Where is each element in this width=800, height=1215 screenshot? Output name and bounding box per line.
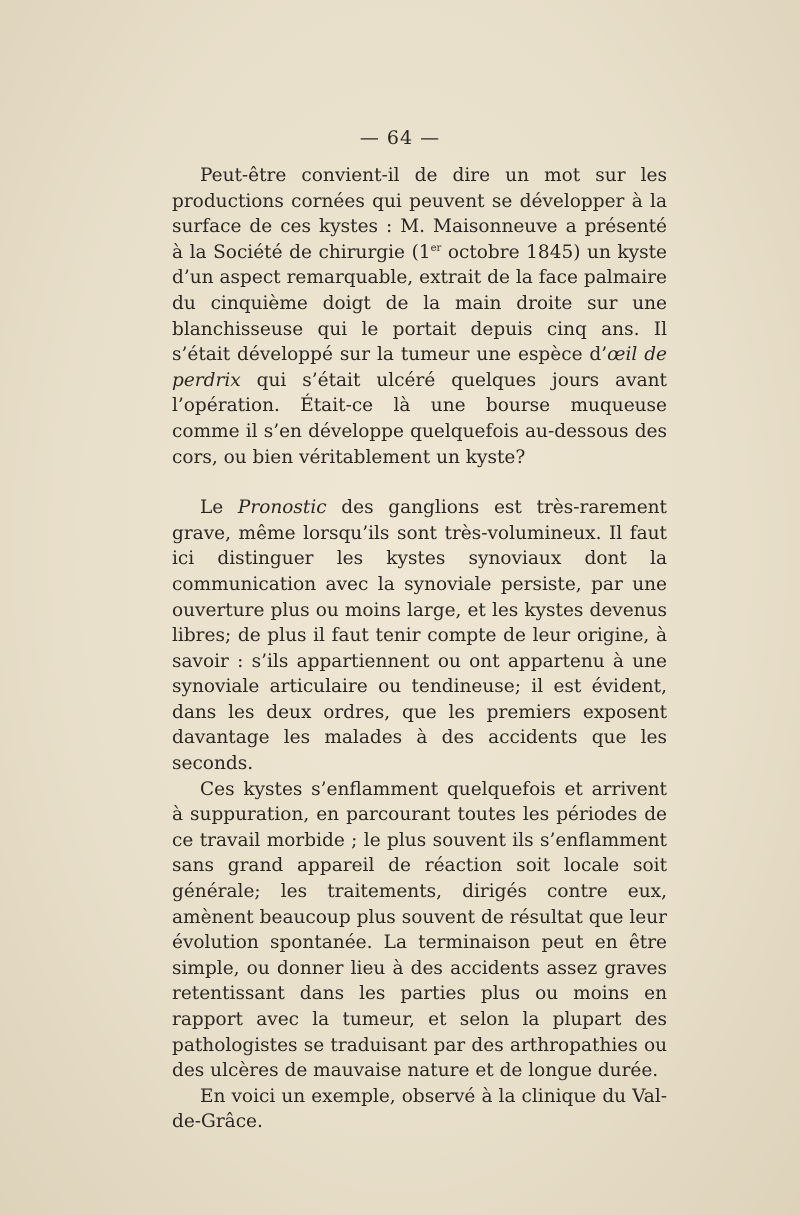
italic-term: Pronostic <box>237 497 327 519</box>
paragraph <box>172 495 667 777</box>
body-text <box>172 163 667 1135</box>
text-run: En voici un exemple, observé à la clinique du Val-de-Grâce. <box>172 1085 667 1133</box>
text-run: octobre 1845) un kyste d’un aspect remarquable, extrait de la face palmaire du cinquième doigt de la main droite sur une blanchisseuse qui le portait depuis cinq ans. Il s’était développé sur la tumeur une espèce d’ <box>172 241 667 366</box>
text-run: Peut-être convient-il de dire un mot sur les productions cornées qui peuvent se développer à la surface de ces kystes : M. Maisonneuve a présenté à la Société de chirurgie (1 <box>172 165 667 263</box>
paragraph <box>172 1084 667 1135</box>
superscript: er <box>430 242 442 254</box>
page-number: — 64 — <box>359 127 441 149</box>
text-run: qui s’était ulcéré quelques jours avant l’opération. Était-ce là une bourse muqueuse comme il s’en développe quelquefois au-dessous des cors, ou bien véritablement un kyste? <box>172 369 667 468</box>
text-run: des ganglions est très-rarement grave, même lorsqu’ils sont très-volumineux. Il faut ici distinguer les kystes synoviaux dont la communication avec la synoviale persiste, par une ouverture plus ou moins large, et les kystes devenus libres; de plus il faut tenir compte de leur origine, à savoir : s’ils appartiennent ou ont appartenu à une synoviale articulaire ou tendineuse; il est évident, dans les deux ordres, que les premiers exposent davantage les malades à des accidents que les seconds. <box>172 497 667 775</box>
paragraph <box>172 163 667 470</box>
paragraph <box>172 777 667 1084</box>
italic-term: œil de perdrix <box>172 344 667 391</box>
text-run: Ces kystes s’enflamment quelquefois et arrivent à suppuration, en parcourant toutes les périodes de ce travail morbide ; le plus souvent ils s’enflamment sans grand appareil de réaction soit locale soit générale; les traitements, dirigés contre eux, amènent beaucoup plus souvent de résultat que leur évolution spontanée. La terminaison peut en être simple, ou donner lieu à des accidents assez graves retentissant dans les parties plus ou moins en rapport avec la tumeur, et selon la plupart des pathologistes se traduisant par des arthropathies ou des ulcères de mauvaise nature et de longue durée. <box>172 778 667 1082</box>
text-run: Le <box>200 497 238 519</box>
